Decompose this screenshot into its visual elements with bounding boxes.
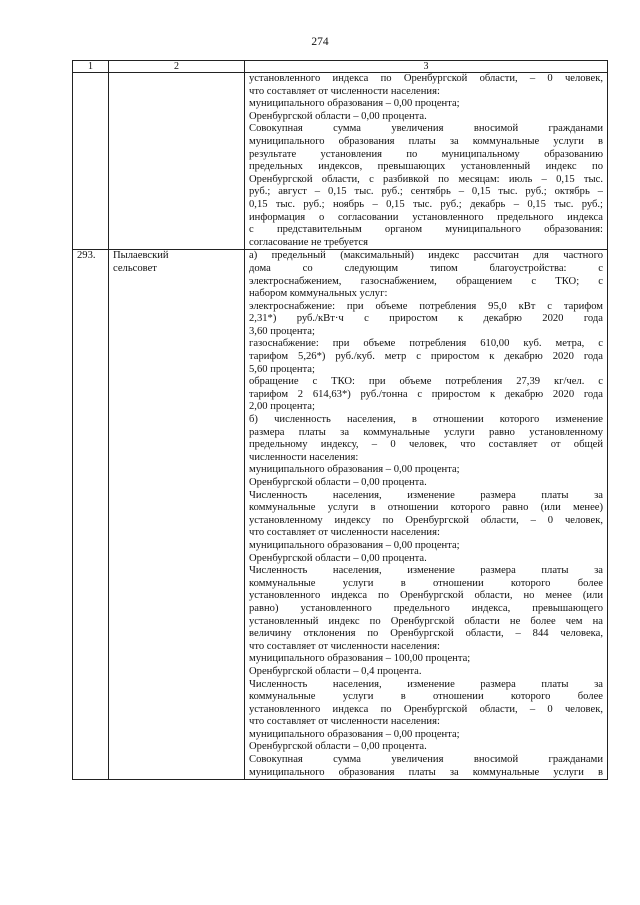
- text-line: Численность населения, изменение размера платы за: [249, 565, 603, 577]
- text-line: дома со следующим типом благоустройства: с: [249, 262, 603, 274]
- settlement-name-line: сельсовет: [113, 262, 157, 274]
- text-line: Оренбургской области – 0,4 процента.: [249, 665, 422, 677]
- text-line: муниципального образования платы за коммунальные услуги в: [249, 766, 603, 778]
- text-line: Оренбургской области – 0,00 процента.: [249, 552, 427, 564]
- settlement-name-line: Пылаевский: [113, 250, 169, 262]
- row-number: 293.: [73, 250, 109, 780]
- text-line: предельному индексу, – 0 человек, что составляет от общей: [249, 439, 603, 451]
- row-number: [73, 73, 109, 250]
- text-line: газоснабжение: при объеме потребления 610,00 куб. метра, с: [249, 338, 603, 350]
- text-line: муниципального образования платы за коммунальные услуги в: [249, 135, 603, 147]
- text-line: что составляет от численности населения:: [249, 716, 440, 728]
- page-number: 274: [311, 36, 329, 48]
- text-line: Численность населения, изменение размера платы за: [249, 678, 603, 690]
- text-line: с представительным органом муниципального образования:: [249, 224, 603, 236]
- text-line: согласование не требуется: [249, 236, 369, 248]
- text-line: муниципального образования – 0,00 процента;: [249, 728, 460, 740]
- text-line: что составляет от численности населения:: [249, 640, 440, 652]
- text-line: результате установления по муниципальному образованию: [249, 148, 603, 160]
- text-line: 0,15 тыс. руб.; ноябрь – 0,15 тыс. руб.; декабрь – 0,15 тыс. руб.;: [249, 198, 603, 210]
- text-line: что составляет от численности населения:: [249, 527, 440, 539]
- text-line: Совокупная сумма увеличения вносимой гражданами: [249, 123, 603, 135]
- text-line: муниципального образования – 0,00 процента;: [249, 98, 460, 110]
- column-header: 3: [245, 61, 608, 73]
- text-line: Оренбургской области – 0,00 процента.: [249, 110, 427, 122]
- text-line: 2,00 процента;: [249, 401, 315, 413]
- text-line: электроснабжение: при объеме потребления 95,0 кВт с тарифом: [249, 300, 603, 312]
- text-line: Оренбургской области, с разбивкой по месяцам: июль – 0,15 тыс.: [249, 173, 603, 185]
- text-line: установленному индексу по Оренбургской области, – 0 человек,: [249, 514, 603, 526]
- text-line: руб.; август – 0,15 тыс. руб.; сентябрь – 0,15 тыс. руб.; октябрь –: [249, 186, 603, 198]
- text-line: 5,60 процента;: [249, 363, 315, 375]
- text-line: коммунальные услуги в отношении которого равно (или менее): [249, 502, 603, 514]
- text-line: информация о согласовании установленного предельного индекса: [249, 211, 603, 223]
- text-line: коммунальные услуги в отношении которого более: [249, 691, 603, 703]
- text-line: коммунальные услуги в отношении которого более: [249, 577, 603, 589]
- settlement-name-cell: [109, 73, 245, 250]
- text-line: предельных индексов, превышающих установленный индекс по: [249, 161, 603, 173]
- table-header-row: [73, 61, 608, 73]
- table-row: [73, 250, 608, 780]
- text-line: Оренбургской области – 0,00 процента.: [249, 477, 427, 488]
- text-line: б) численность населения, в отношении которого изменение: [249, 414, 603, 426]
- text-line: Совокупная сумма увеличения вносимой гражданами: [249, 754, 603, 766]
- settlement-name-cell: [109, 250, 245, 780]
- text-line: тарифом 2 614,63*) руб./тонна с приростом к декабрю 2020 года: [249, 388, 603, 400]
- text-line: что составляет от численности населения:: [249, 85, 440, 97]
- text-line: величину отклонения по Оренбургской области, – 844 человека,: [249, 628, 603, 640]
- text-line: муниципального образования – 100,00 процента;: [249, 653, 471, 665]
- text-line: равно) установленного предельного индекса, превышающего: [249, 602, 603, 614]
- table-row: [73, 73, 608, 250]
- text-line: установленный индекс по Оренбургской области не более чем на: [249, 615, 603, 627]
- text-line: 3,60 процента;: [249, 325, 315, 337]
- text-line: установленного индекса по Оренбургской области, – 0 человек,: [249, 703, 603, 715]
- text-line: тарифом 5,26*) руб./куб. метр с приростом к декабрю 2020 года: [249, 351, 603, 363]
- text-line: 2,31*) руб./кВт·ч с приростом к декабрю 2020 года: [249, 313, 603, 325]
- text-line: установленного индекса по Оренбургской области, но менее (или: [249, 590, 603, 602]
- text-line: обращение с ТКО: при объеме потребления 27,39 кг/чел. с: [249, 376, 603, 388]
- text-line: размера платы за коммунальные услуги равно установленному: [249, 426, 603, 438]
- column-header: 2: [109, 61, 245, 73]
- description-cell: [245, 73, 608, 250]
- text-line: электроснабжением, газоснабжением, обращением с ТКО; с: [249, 275, 603, 287]
- text-line: численности населения:: [249, 451, 359, 463]
- text-line: набором коммунальных услуг:: [249, 288, 388, 300]
- text-line: муниципального образования – 0,00 процента;: [249, 464, 460, 476]
- text-line: муниципального образования – 0,00 процента;: [249, 539, 460, 551]
- text-line: Оренбургской области – 0,00 процента.: [249, 741, 427, 753]
- text-line: установленного индекса по Оренбургской области, – 0 человек,: [249, 73, 603, 84]
- text-line: а) предельный (максимальный) индекс рассчитан для частного: [249, 250, 603, 262]
- description-cell: [245, 250, 608, 780]
- document-table: [72, 60, 608, 780]
- text-line: Численность населения, изменение размера платы за: [249, 489, 603, 501]
- column-header: 1: [73, 61, 109, 73]
